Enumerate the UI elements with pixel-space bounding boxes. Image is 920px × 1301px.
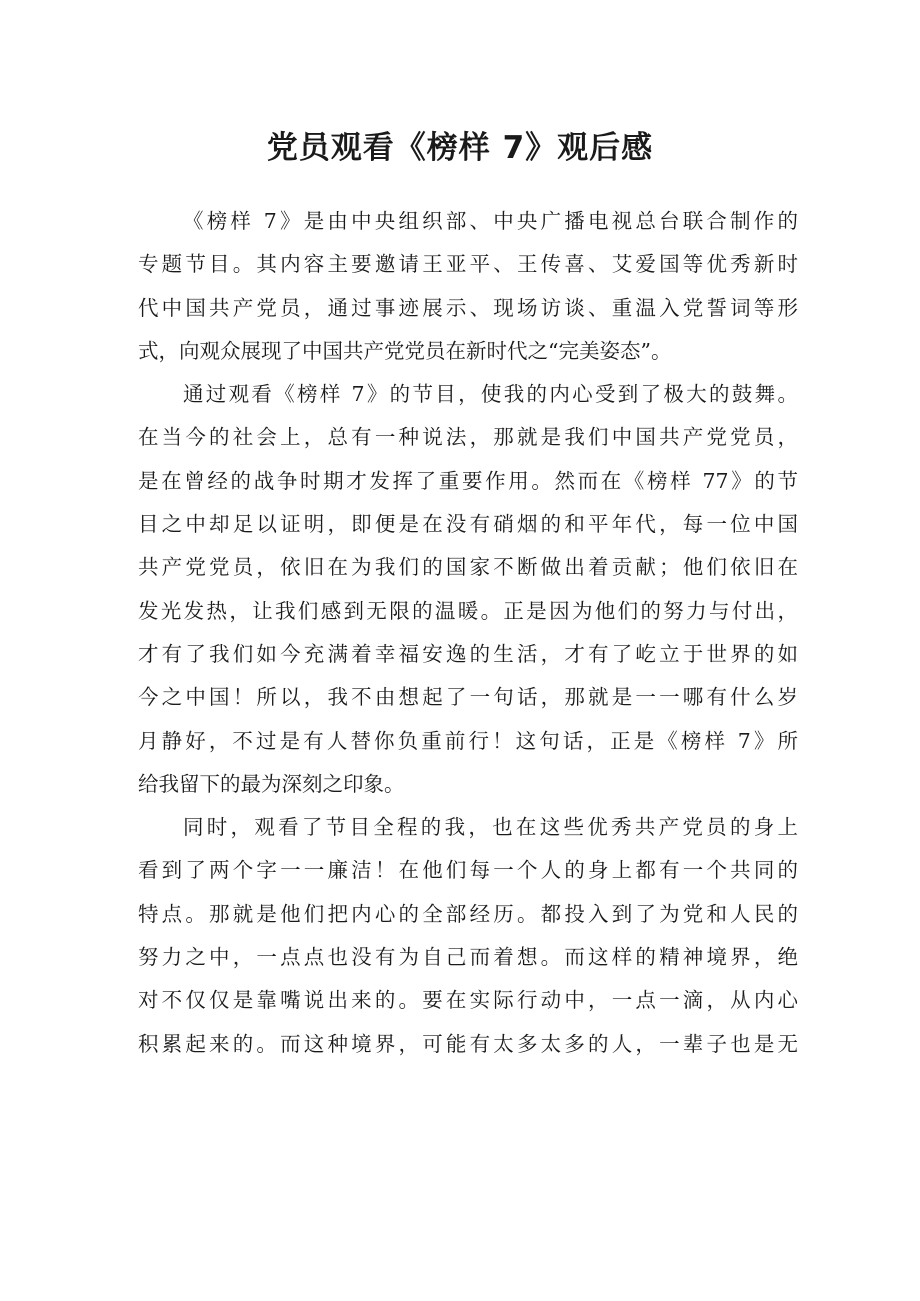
text-line: 《榜样 7》是由中央组织部、中央广播电视总台联合制作的 bbox=[183, 209, 798, 233]
text-line: 积累起来的。而这种境界，可能有太多太多的人，一辈子也是无 bbox=[138, 1031, 798, 1056]
text-line: 发光发热，让我们感到无限的温暖。正是因为他们的努力与付出， bbox=[138, 598, 798, 623]
text-line: 共产党党员，依旧在为我们的国家不断做出着贡献；他们依旧在 bbox=[138, 555, 798, 580]
text-line: 月静好，不过是有人替你负重前行！这句话，正是《榜样 7》所 bbox=[138, 728, 798, 753]
paragraph bbox=[138, 373, 798, 806]
text-line: 今之中国！所以，我不由想起了一句话，那就是一一哪有什么岁 bbox=[138, 685, 798, 710]
text-line: 是在曾经的战争时期才发挥了重要作用。然而在《榜样 77》的节 bbox=[138, 468, 798, 493]
text-line: 给我留下的最为深刻之印象。 bbox=[138, 771, 405, 796]
text-line: 通过观看《榜样 7》的节目，使我的内心受到了极大的鼓舞。 bbox=[183, 382, 798, 407]
text-line: 才有了我们如今充满着幸福安逸的生活，才有了屹立于世界的如 bbox=[138, 641, 798, 666]
document-title: 党员观看《榜样 7》观后感 bbox=[266, 130, 654, 166]
text-line: 同时，观看了节目全程的我，也在这些优秀共产党员的身上 bbox=[183, 815, 798, 840]
text-line: 特点。那就是他们把内心的全部经历。都投入到了为党和人民的 bbox=[138, 901, 798, 926]
text-line: 式，向观众展现了中国共产党党员在新时代之“完美姿态”。 bbox=[138, 338, 672, 363]
text-line: 专题节目。其内容主要邀请王亚平、王传喜、艾爱国等优秀新时 bbox=[138, 252, 798, 277]
paragraph bbox=[138, 806, 798, 1066]
document-body bbox=[138, 200, 798, 1066]
text-line: 看到了两个字一一廉洁！在他们每一个人的身上都有一个共同的 bbox=[138, 858, 798, 883]
text-line: 目之中却足以证明，即便是在没有硝烟的和平年代，每一位中国 bbox=[138, 512, 798, 537]
text-line: 努力之中，一点点也没有为自己而着想。而这样的精神境界，绝 bbox=[138, 945, 798, 970]
text-line: 代中国共产党员，通过事迹展示、现场访谈、重温入党誓词等形 bbox=[138, 295, 798, 320]
text-line: 对不仅仅是靠嘴说出来的。要在实际行动中，一点一滴，从内心 bbox=[138, 988, 798, 1013]
paragraph bbox=[138, 200, 798, 373]
text-line: 在当今的社会上，总有一种说法，那就是我们中国共产党党员， bbox=[138, 425, 798, 450]
